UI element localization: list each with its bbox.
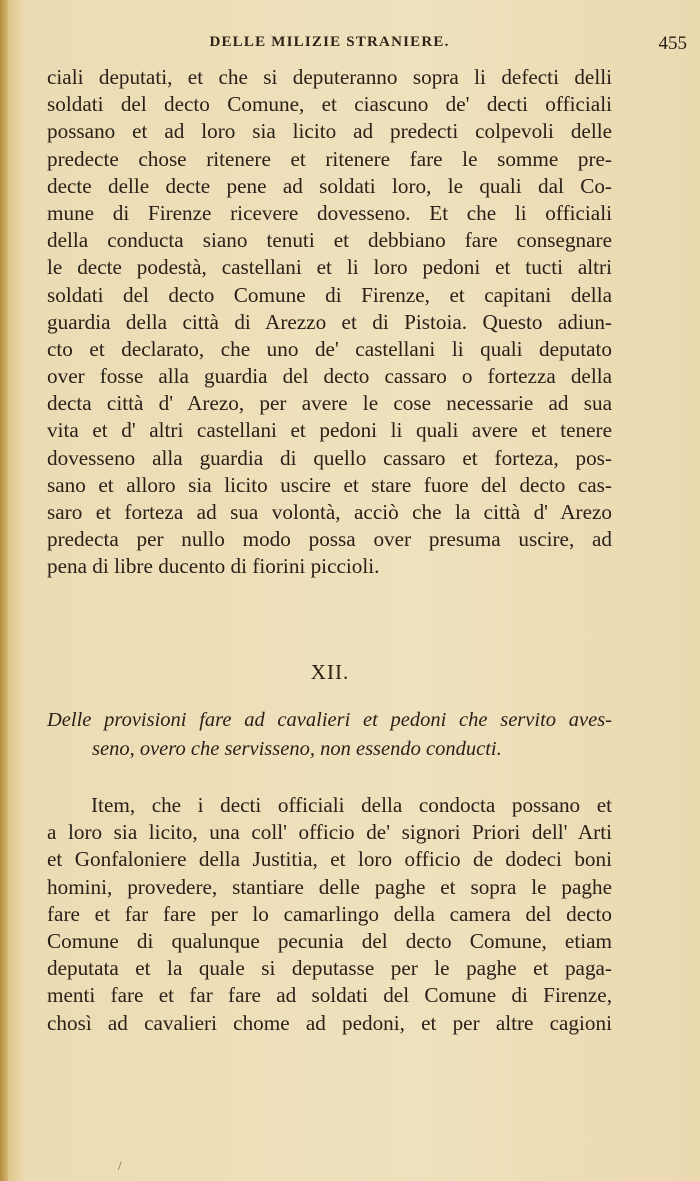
footer-mark: / xyxy=(118,1158,122,1173)
running-title: DELLE MILIZIE STRANIERE. xyxy=(209,34,450,50)
text-line: Item, che i decti officiali della condocta possano et xyxy=(91,793,612,817)
text-line: cto et declarato, che uno de' castellani li quali deputato xyxy=(47,336,612,361)
text-line: sano et alloro sia licito uscire et stare fuore del decto cas- xyxy=(47,472,612,497)
text-line: soldati del decto Comune di Firenze, et capitani della xyxy=(47,282,612,307)
text-line: deputata et la quale si deputasse per le paghe et paga- xyxy=(47,956,612,981)
text-line: et Gonfaloniere della Justitia, et loro officio de dodeci boni xyxy=(47,847,612,872)
text-line: fare et far fare per lo camarlingo della camera del decto xyxy=(47,901,612,926)
text-line: vita et d' altri castellani et pedoni li quali avere et tenere xyxy=(47,418,612,443)
text-line: pena di libre ducento di fiorini piccioli. xyxy=(47,554,380,579)
text-line: predecte chose ritenere et ritenere fare le somme pre- xyxy=(47,146,612,171)
text-line: homini, provedere, stantiare delle paghe et sopra le paghe xyxy=(47,874,612,899)
text-line: menti fare et far fare ad soldati del Comune di Firenze, xyxy=(47,983,612,1008)
text-line: saro et forteza ad sua volontà, acciò che la città d' Arezo xyxy=(47,500,612,524)
page-spine-edge xyxy=(0,0,8,1181)
text-line: decte delle decte pene ad soldati loro, le quali dal Co- xyxy=(47,173,612,198)
text-line: predecta per nullo modo possa over presuma uscire, ad xyxy=(47,527,612,552)
paragraph-1 xyxy=(47,64,612,581)
text-line: a loro sia licito, una coll' officio de' signori Priori dell' Arti xyxy=(47,820,612,845)
text-line: mune di Firenze ricevere dovesseno. Et che li officiali xyxy=(47,200,612,225)
text-line: chosì ad cavalieri chome ad pedoni, et per altre cagioni xyxy=(47,1010,612,1035)
text-line: le decte podestà, castellani et li loro pedoni et tucti altri xyxy=(47,255,612,280)
page-number: 455 xyxy=(658,33,687,54)
section-heading-line: Delle provisioni fare ad cavalieri et pedoni che servito aves- xyxy=(47,709,612,731)
section-number: XII. xyxy=(310,660,350,684)
text-line: possano et ad loro sia licito ad predecti colpevoli delle xyxy=(47,119,612,144)
section-heading xyxy=(47,706,612,764)
text-line: ciali deputati, et che si deputeranno sopra li defecti delli xyxy=(47,65,612,89)
text-line: Comune di qualunque pecunia del decto Comune, etiam xyxy=(47,928,612,953)
running-head xyxy=(47,33,687,58)
text-line: over fosse alla guardia del decto cassaro o fortezza della xyxy=(47,364,612,389)
text-line: della conducta siano tenuti et debbiano fare consegnare xyxy=(47,228,612,253)
text-line: soldati del decto Comune, et ciascuno de' decti officiali xyxy=(47,92,612,117)
paragraph-2 xyxy=(47,792,612,1037)
text-line: decta città d' Arezo, per avere le cose necessarie ad sua xyxy=(47,391,612,416)
text-line: dovesseno alla guardia di quello cassaro et forteza, pos- xyxy=(47,445,612,470)
section-heading-line: seno, overo che servisseno, non essendo conducti. xyxy=(92,738,502,760)
text-line: guardia della città di Arezzo et di Pistoia. Questo adiun- xyxy=(47,309,612,334)
